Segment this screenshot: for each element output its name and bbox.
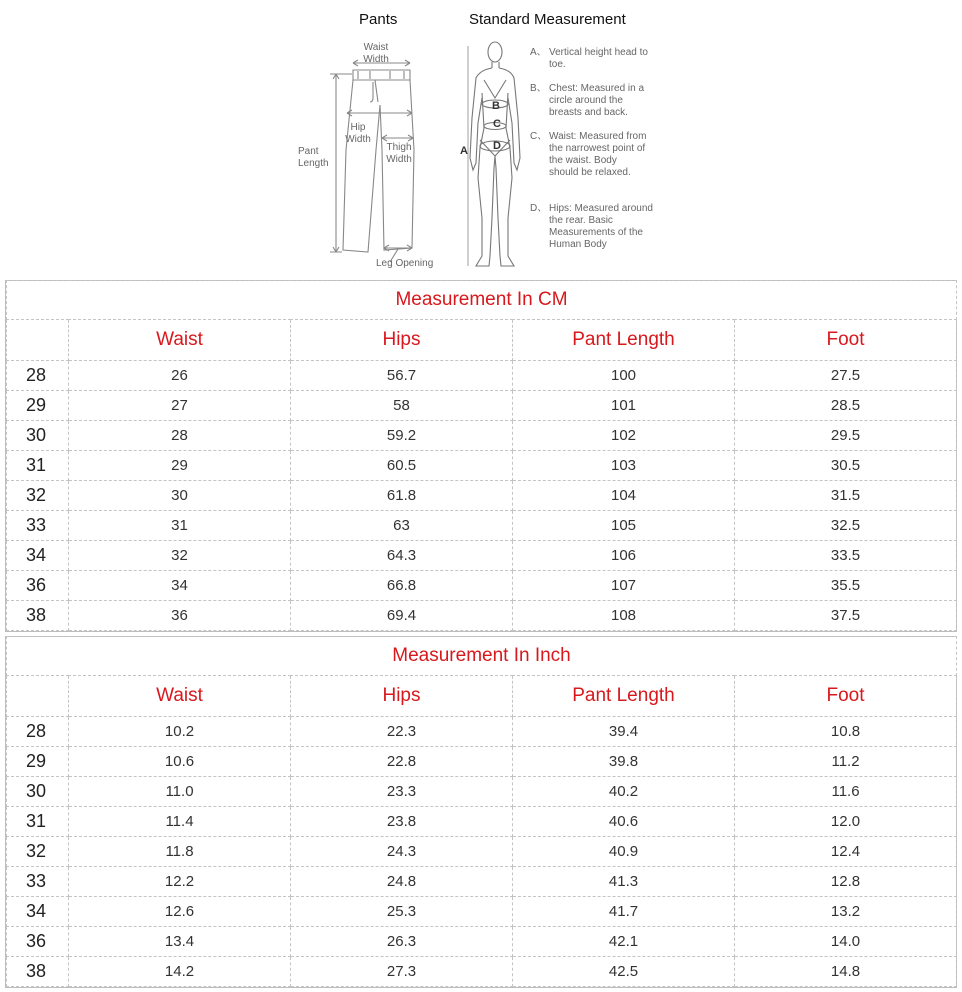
hips-value-cell: 23.8 [291,807,513,837]
body-mark-b: B [492,100,500,112]
cm-table-body [7,361,957,631]
table-row [7,391,957,421]
size-cell: 28 [7,717,69,747]
table-row [7,601,957,631]
table-row [7,747,957,777]
table-row [7,957,957,987]
waist-value-cell: 30 [69,481,291,511]
hips-value-cell: 27.3 [291,957,513,987]
hips-value-cell: 63 [291,511,513,541]
waist-value-cell: 34 [69,571,291,601]
hips-value-cell: 60.5 [291,451,513,481]
foot-value-cell: 10.8 [735,717,957,747]
table-row [7,481,957,511]
header-pant-length: Pant Length [513,320,735,361]
waist-width-label: Waist Width [363,42,389,65]
hips-value-cell: 66.8 [291,571,513,601]
size-cell: 33 [7,867,69,897]
leg-opening-label: Leg Opening [376,258,434,269]
definition-c [530,131,662,193]
definition-text: Vertical height head to toe. [549,47,648,70]
foot-value-cell: 33.5 [735,541,957,571]
waist-value-cell: 36 [69,601,291,631]
size-cell: 38 [7,601,69,631]
foot-value-cell: 12.8 [735,867,957,897]
waist-value-cell: 27 [69,391,291,421]
foot-value-cell: 12.0 [735,807,957,837]
header-waist: Waist [69,320,291,361]
table-title-row [7,637,957,676]
pant-length-value-cell: 104 [513,481,735,511]
definition-a [530,47,662,73]
size-cell: 29 [7,747,69,777]
inch-size-table [6,636,957,987]
size-cell: 31 [7,451,69,481]
size-cell: 34 [7,541,69,571]
thigh-width-label: Thigh Width [386,142,412,165]
waist-value-cell: 26 [69,361,291,391]
header-blank-cell [7,676,69,717]
waist-value-cell: 10.2 [69,717,291,747]
hips-value-cell: 61.8 [291,481,513,511]
foot-value-cell: 28.5 [735,391,957,421]
foot-value-cell: 12.4 [735,837,957,867]
table-row [7,361,957,391]
hips-value-cell: 22.3 [291,717,513,747]
cm-table-title: Measurement In CM [7,281,957,320]
foot-value-cell: 32.5 [735,511,957,541]
waist-value-cell: 11.8 [69,837,291,867]
definition-b [530,83,662,121]
pant-length-value-cell: 40.2 [513,777,735,807]
pant-length-value-cell: 42.5 [513,957,735,987]
header-hips: Hips [291,676,513,717]
table-row [7,897,957,927]
foot-value-cell: 29.5 [735,421,957,451]
header-pant-length: Pant Length [513,676,735,717]
hips-value-cell: 25.3 [291,897,513,927]
table-row [7,511,957,541]
size-cell: 31 [7,807,69,837]
body-mark-d: D [493,140,501,152]
waist-value-cell: 11.0 [69,777,291,807]
definition-letter: A、 [530,47,547,58]
hips-value-cell: 69.4 [291,601,513,631]
table-row [7,807,957,837]
inch-table-body [7,717,957,987]
pant-length-value-cell: 107 [513,571,735,601]
size-cell: 29 [7,391,69,421]
table-row [7,777,957,807]
foot-value-cell: 35.5 [735,571,957,601]
standard-measurement-title: Standard Measurement [469,11,626,28]
pant-length-value-cell: 40.6 [513,807,735,837]
hip-width-label: Hip Width [345,122,371,145]
hips-value-cell: 24.3 [291,837,513,867]
table-row [7,837,957,867]
table-row [7,867,957,897]
header-waist: Waist [69,676,291,717]
foot-value-cell: 31.5 [735,481,957,511]
foot-value-cell: 14.0 [735,927,957,957]
size-cell: 28 [7,361,69,391]
pant-length-value-cell: 100 [513,361,735,391]
definition-text: Chest: Measured in a circle around the breasts and back. [549,83,645,118]
foot-value-cell: 37.5 [735,601,957,631]
table-row [7,451,957,481]
waist-value-cell: 31 [69,511,291,541]
size-cell: 38 [7,957,69,987]
pant-length-value-cell: 101 [513,391,735,421]
pant-length-value-cell: 105 [513,511,735,541]
hips-value-cell: 24.8 [291,867,513,897]
definition-d [530,203,662,253]
cm-size-table [6,280,957,631]
pant-length-label: Pant Length [298,146,329,169]
waist-value-cell: 28 [69,421,291,451]
table-title-row [7,281,957,320]
pants-title: Pants [359,11,398,28]
waist-value-cell: 11.4 [69,807,291,837]
body-mark-a: A [460,145,468,157]
waist-value-cell: 12.2 [69,867,291,897]
definition-text: Waist: Measured from the narrowest point of the waist. Body should be relaxed. [549,131,647,178]
pant-length-value-cell: 41.3 [513,867,735,897]
definition-letter: D、 [530,203,548,214]
pant-length-value-cell: 102 [513,421,735,451]
hips-value-cell: 22.8 [291,747,513,777]
foot-value-cell: 30.5 [735,451,957,481]
size-cell: 30 [7,777,69,807]
size-cell: 30 [7,421,69,451]
body-mark-c: C [493,118,501,130]
definition-letter: C、 [530,131,548,142]
hips-value-cell: 56.7 [291,361,513,391]
hips-value-cell: 59.2 [291,421,513,451]
waist-value-cell: 29 [69,451,291,481]
waist-value-cell: 13.4 [69,927,291,957]
table-header-row [7,676,957,717]
foot-value-cell: 14.8 [735,957,957,987]
pant-length-value-cell: 108 [513,601,735,631]
table-row [7,541,957,571]
size-cell: 36 [7,927,69,957]
hips-value-cell: 23.3 [291,777,513,807]
foot-value-cell: 13.2 [735,897,957,927]
pant-length-value-cell: 39.4 [513,717,735,747]
definition-text: Hips: Measured around the rear. Basic Measurements of the Human Body [549,203,653,250]
pant-length-value-cell: 40.9 [513,837,735,867]
hips-value-cell: 26.3 [291,927,513,957]
table-row [7,717,957,747]
header-blank-cell [7,320,69,361]
table-row [7,571,957,601]
definition-letter: B、 [530,83,547,94]
table-header-row [7,320,957,361]
foot-value-cell: 11.6 [735,777,957,807]
size-cell: 36 [7,571,69,601]
header-foot: Foot [735,676,957,717]
pant-length-value-cell: 42.1 [513,927,735,957]
header-hips: Hips [291,320,513,361]
foot-value-cell: 27.5 [735,361,957,391]
measurement-illustration [0,0,962,280]
pant-length-value-cell: 41.7 [513,897,735,927]
foot-value-cell: 11.2 [735,747,957,777]
table-row [7,927,957,957]
body-figure [462,38,532,274]
size-cell: 34 [7,897,69,927]
waist-value-cell: 32 [69,541,291,571]
size-cell: 32 [7,837,69,867]
header-foot: Foot [735,320,957,361]
pant-length-value-cell: 106 [513,541,735,571]
hips-value-cell: 64.3 [291,541,513,571]
table-row [7,421,957,451]
size-cell: 32 [7,481,69,511]
inch-table-title: Measurement In Inch [7,637,957,676]
hips-value-cell: 58 [291,391,513,421]
size-cell: 33 [7,511,69,541]
pant-length-value-cell: 103 [513,451,735,481]
waist-value-cell: 12.6 [69,897,291,927]
pant-length-value-cell: 39.8 [513,747,735,777]
waist-value-cell: 14.2 [69,957,291,987]
waist-value-cell: 10.6 [69,747,291,777]
